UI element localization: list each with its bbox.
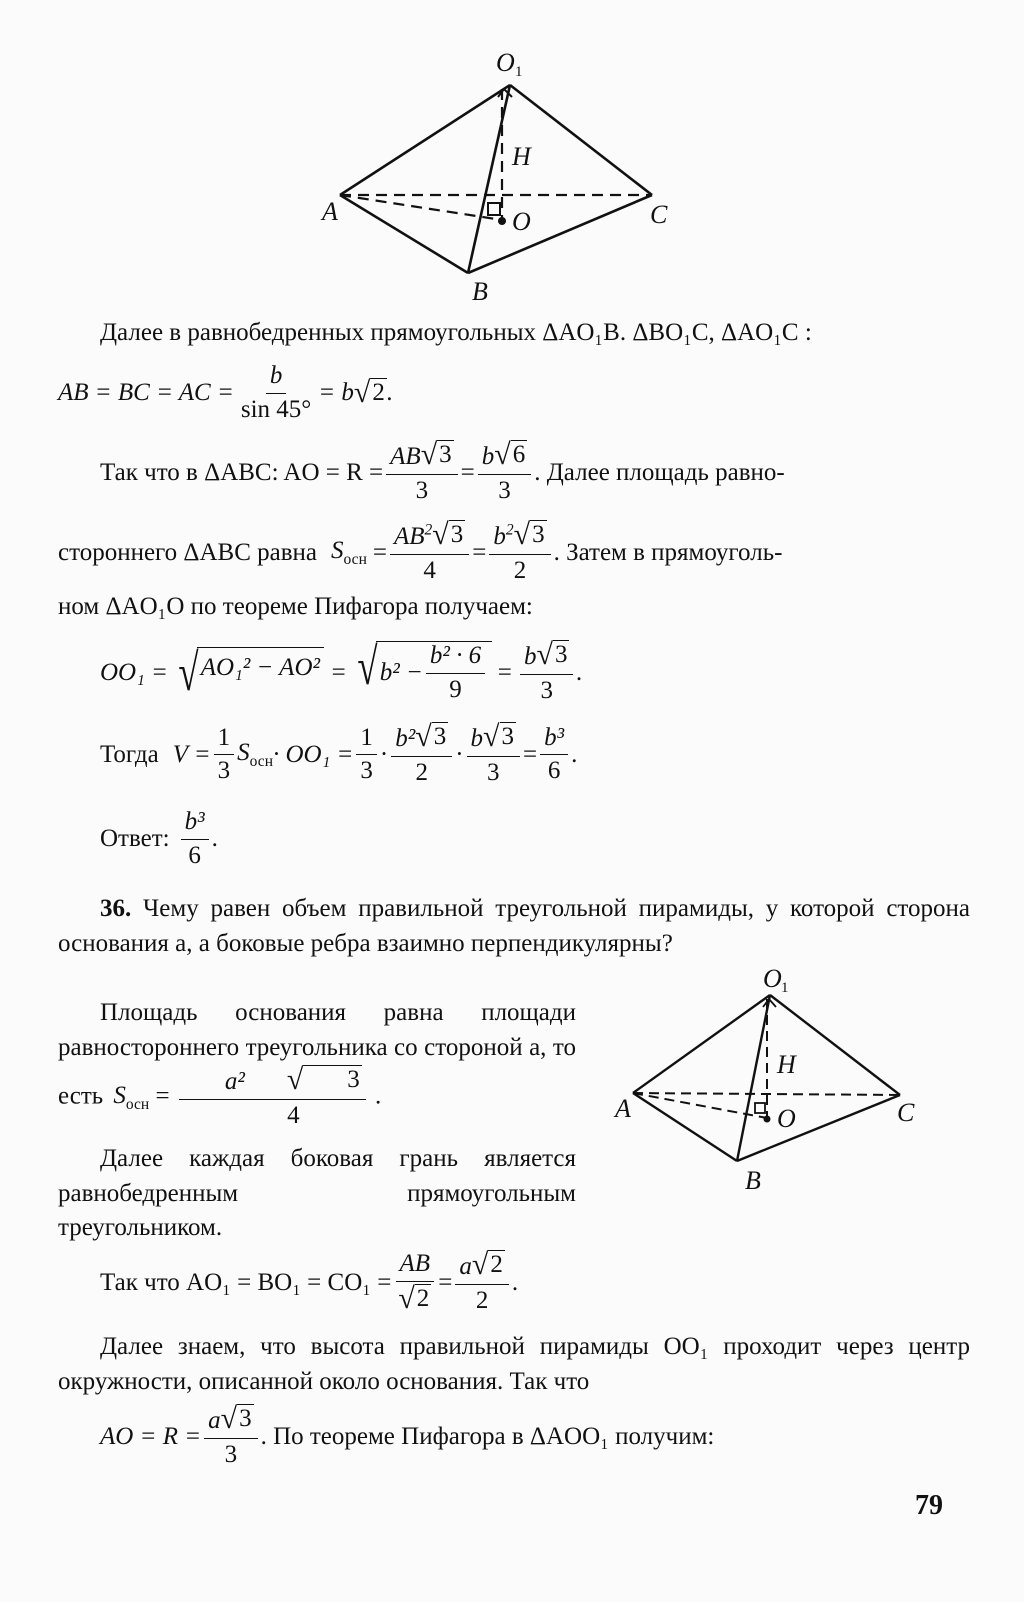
equals: = [460,458,475,486]
eq-lhs: OO₁ = [100,658,168,686]
label-o1: O [496,48,515,77]
eq-mid: · OO₁ = [272,740,354,768]
dot: · [379,740,389,768]
den-rad: 2 [416,1284,430,1312]
num-rad: 3 [303,1065,362,1095]
denominator: 2 [513,556,527,584]
num-rad: 3 [239,1405,252,1432]
eq-tail: . [386,379,394,407]
denominator: 3 [498,476,511,504]
s-sub: осн [125,1096,150,1114]
num-pre: b² [395,725,416,752]
num-sup: 2 [505,521,514,539]
num-pre: AB [393,523,425,550]
text: Далее каждая боковая грань является равнобедренным прямоугольным треугольником. [58,1145,576,1241]
text-start: Так что в ΔABC: AO = R = [100,458,384,486]
eq-lhs: V = [172,740,211,768]
pyramid-figure-bottom [605,965,930,1205]
numerator: AB [396,1250,435,1282]
text-tail: . Затем в прямоуголь- [553,538,783,566]
text-tail: . [375,1082,382,1110]
s-label: S [113,1082,126,1110]
num-rad: 3 [501,723,514,750]
num-rad: 3 [439,441,452,468]
equation-ao [100,1404,714,1470]
problem-text: Чему равен объем правильной треугольной пирамиды, у которой сторона основания a, а боковые ребра взаимно перпендикулярны? [58,895,971,957]
fraction-b2-sqrt3: $b^2$ √ 3 2 [489,520,550,586]
fraction-b-sqrt6: b √ 6 3 [478,440,531,506]
equals: = [438,1268,453,1296]
numerator: 1 [356,724,377,756]
num-rad: 3 [554,641,568,668]
eq-rhs: = b [318,379,354,407]
num-rad: 3 [433,723,447,750]
radical-arg: AO₁² − AO² [197,647,324,700]
num-rad: 3 [532,521,545,548]
denominator: 3 [487,758,500,786]
fraction-b-sqrt3: b √ 3 3 [467,722,520,788]
num-pre: b [493,523,506,550]
paragraph-height [58,1330,970,1399]
equation-ao1 [100,1250,518,1316]
equation-volume [100,722,577,788]
num-rad: 2 [490,1251,503,1278]
equals-2: = [472,538,487,566]
text: Площадь основания равна площади равностороннего треугольника со стороной a, то есть [58,999,576,1110]
eq-lhs: AB = BC = AC = [58,379,234,407]
eq-lhs: Так что AO₁ = BO₁ = CO₁ = [100,1268,392,1296]
s-label: S [237,738,250,766]
word-then: Тогда [100,740,159,768]
fraction-1-3 [214,724,235,787]
denominator: 2 [415,758,428,786]
s-label: S [331,536,344,564]
equals: = [330,658,347,686]
text: Далее знаем, что высота правильной пирамиды OO₁ проходит через центр окружности, описанной около основания. Так что [58,1333,970,1395]
denominator: sin 45° [240,395,312,423]
label-c: C [897,1098,915,1127]
dot-2: · [455,740,464,768]
denominator: 3 [415,476,429,504]
label-c: C [650,200,668,229]
paragraph-lateral-faces [58,1142,576,1246]
fraction-b3-6 [540,724,568,787]
paragraph-ao-r [100,440,970,506]
label-o1-sub: 1 [515,64,523,80]
problem-number: 36. [100,895,132,922]
fraction-a-sqrt3: a √ 3 3 [204,1404,257,1470]
fraction-a-sqrt2: a √ 2 2 [455,1250,508,1316]
label-b: B [745,1166,761,1195]
denominator: 4 [423,556,436,584]
paragraph-s-base [58,520,970,586]
answer-fraction [181,808,209,871]
denominator: 2 [475,1286,489,1314]
radical: √ 2 [353,376,385,410]
s-sub: осн [343,550,367,568]
numerator: 1 [214,724,235,756]
denominator: 9 [449,675,462,703]
label-h: H [777,1050,796,1079]
paragraph-pythagoras [58,590,533,625]
label-a: A [615,1094,631,1123]
fraction-ab-sqrt2: AB √ 2 [394,1250,435,1316]
radical-2: √ b² − $\frac{\text{b² · 6}}{9}$ [353,641,492,705]
text-line: Далее в равнобедренных прямоугольных ΔAO₁B. ΔBO₁C, ΔAO₁C : [100,319,812,346]
fraction [237,362,315,425]
numerator: b [266,362,287,394]
num-pre: a [459,1253,472,1280]
label-o: O [777,1104,796,1133]
num-pre: AB [390,443,421,470]
radical-arg: 2 [372,379,385,407]
num-pre: b [523,643,537,670]
denominator: 4 [287,1101,300,1129]
num-pre: b [481,443,495,470]
fraction-ab2-sqrt3: $AB^2$ √ 3 4 [390,520,469,586]
numerator: b³ [181,808,209,840]
text-line: ном ΔAO₁O по теореме Пифагора получаем: [58,593,533,620]
label-a: A [322,197,338,226]
equals: = [372,538,387,566]
label-o1: O [763,965,782,993]
paragraph-isosceles [100,316,970,351]
pyramid-figure-top [320,45,690,305]
num-rad: 3 [450,521,464,548]
eq-lhs: AO = R = [100,1422,202,1450]
equation-ab-bc-ac [58,362,393,425]
eq-tail: . [576,658,583,686]
page-number: 79 [915,1490,943,1521]
answer-line [100,808,218,871]
numerator: b³ [540,724,568,756]
num-pre: b [470,725,484,752]
equals: = [155,1082,170,1110]
answer-tail: . [211,825,218,853]
text-start: стороннего ΔABC равна [58,538,318,566]
equation-oo1 [100,640,583,706]
fraction-1-3-b [356,724,377,787]
denominator: 3 [217,757,231,785]
num-pre: a [208,1407,221,1434]
fraction-b-sqrt3: b √ 3 3 [520,640,573,706]
radical-1: √ AO₁² − AO² [174,647,324,700]
fraction-a2-sqrt3: a² √ 3 4 [179,1065,366,1131]
problem-36 [58,892,970,961]
equals: = [523,740,538,768]
text-tail: . Далее площадь равно- [534,458,785,486]
denominator: 3 [540,676,553,704]
label-o1-sub: 1 [781,980,789,996]
fraction-ab-sqrt3: AB √ 3 3 [386,440,458,506]
label-o: O [512,207,531,236]
equals-2: = [496,658,513,686]
eq-tail: . [571,740,578,768]
num-rad: 6 [512,441,526,468]
eq-tail: . [511,1268,519,1296]
s-sub: осн [249,752,273,770]
fraction-b2-sqrt3: b² √ 3 2 [391,722,452,788]
denominator: 6 [547,757,561,785]
text-tail: . По теореме Пифагора в ΔAOO₁ получим: [260,1422,715,1450]
denominator: 3 [360,757,373,785]
num-sup: 2 [424,521,433,539]
label-h: H [512,142,531,171]
numerator: b² · 6 [426,642,485,674]
paragraph-base-area [58,996,576,1131]
num-pre: a² [224,1068,245,1095]
rad-pre: b² − [379,658,423,686]
answer-label: Ответ: [100,825,170,853]
denominator: 3 [224,1440,238,1468]
label-b: B [472,277,488,305]
denominator: 6 [188,841,201,869]
